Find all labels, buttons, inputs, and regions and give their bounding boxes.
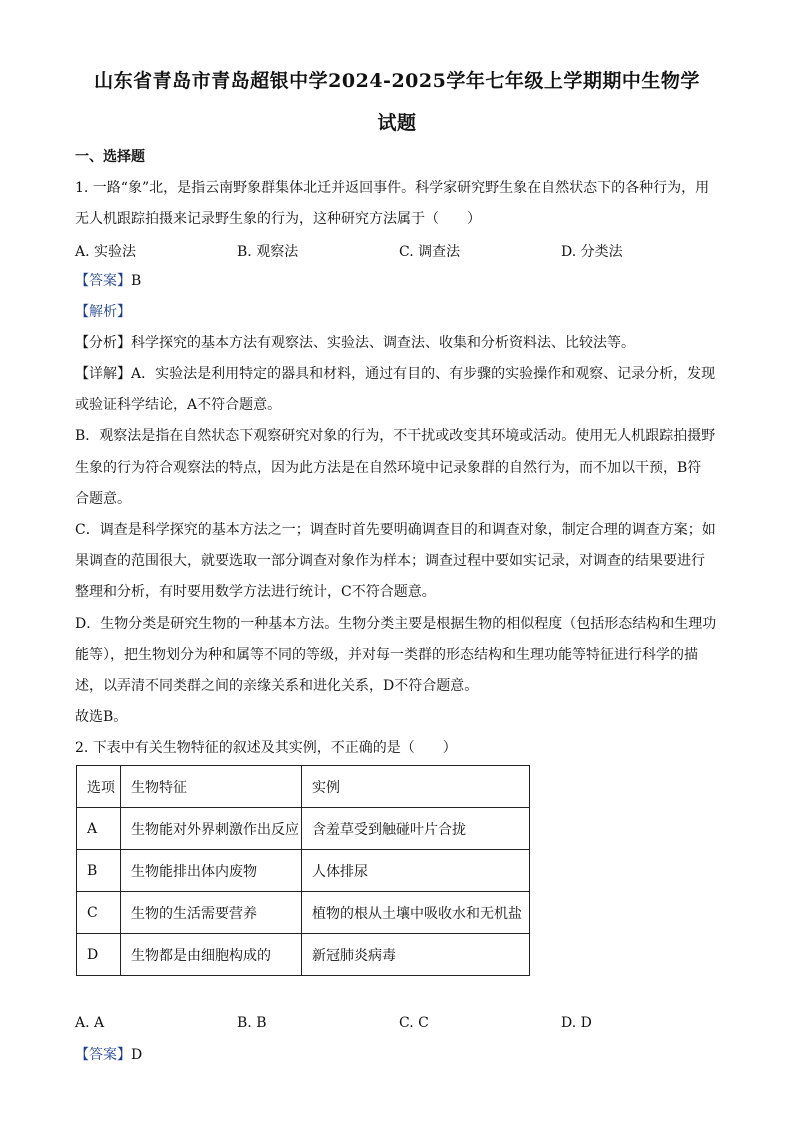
table-cell: C (77, 892, 121, 934)
q1-stem-line-1: 1. 一路“象”北，是指云南野象群集体北迁并返回事件。科学家研究野生象在自然状态下的各种行为，用 (75, 180, 710, 196)
q1-stem-line-2: 无人机跟踪拍摄来记录野生象的行为，这种研究方法属于（ ） (75, 211, 481, 227)
q1-option-c: C. 调查法 (399, 244, 461, 260)
q2-option-d: D. D (561, 1015, 592, 1031)
q2-option-c: C. C (399, 1015, 429, 1031)
detail-text: A．实验法是利用特定的器具和材料，通过有目的、有步骤的实验操作和观察、记录分析，发现 (131, 366, 716, 382)
table-header: 选项 (77, 766, 121, 808)
q1-detail-line-11: 述，以弄清不同类群之间的亲缘关系和进化关系，D不符合题意。 (75, 678, 479, 694)
table-row (77, 850, 530, 892)
table-row (77, 892, 530, 934)
q1-option-d: D. 分类法 (561, 244, 623, 260)
table-cell: 生物能排出体内废物 (121, 850, 302, 892)
q1-detail-line-9: D．生物分类是研究生物的一种基本方法。生物分类主要是根据生物的相似程度（包括形态结构和生理功 (75, 616, 717, 632)
q1-analysis-tag: 【解析】 (75, 304, 131, 320)
table-header-row (77, 766, 530, 808)
fenxi-text: 科学探究的基本方法有观察法、实验法、调查法、收集和分析资料法、比较法等。 (131, 335, 635, 351)
q1-detail-line-8: 整理和分析，有时要用数学方法进行统计，C不符合题意。 (75, 584, 436, 600)
q1-detail-line-2: 或验证科学结论，A不符合题意。 (75, 397, 282, 413)
q2-answer (75, 1046, 725, 1064)
table-cell: 含羞草受到触碰叶片合拢 (302, 808, 530, 850)
q2-table (76, 765, 530, 976)
table-cell: 生物都是由细胞构成的 (121, 934, 302, 976)
table-header: 生物特征 (121, 766, 302, 808)
fenxi-tag: 【分析】 (75, 335, 131, 351)
q2-option-b: B. B (237, 1015, 267, 1031)
document-title: 山东省青岛市青岛超银中学2024-2025学年七年级上学期期中生物学 (94, 70, 700, 92)
table-row (77, 808, 530, 850)
table-header: 实例 (302, 766, 530, 808)
answer-tag: 【答案】 (75, 273, 131, 289)
answer-tag: 【答案】 (75, 1047, 131, 1063)
q1-detail-line-4: 生象的行为符合观察法的特点，因为此方法是在自然环境中记录象群的自然行为，而不加以干预，B符 (75, 460, 702, 476)
q2-options (75, 1015, 725, 1033)
table-cell: 生物的生活需要营养 (121, 892, 302, 934)
table-cell: B (77, 850, 121, 892)
q1-option-b: B. 观察法 (237, 244, 299, 260)
q1-detail-line-10: 能等），把生物划分为种和属等不同的等级，并对每一类群的形态结构和生理功能等特征进行科学的描 (75, 647, 698, 663)
q1-detail-line-6: C．调查是科学探究的基本方法之一；调查时首先要明确调查目的和调查对象，制定合理的调查方案；如 (75, 522, 716, 538)
xiangjie-tag: 【详解】 (75, 366, 131, 382)
table-row (77, 934, 530, 976)
q1-detail-line-7: 果调查的范围很大，就要选取一部分调查对象作为样本；调查过程中要如实记录，对调查的结果要进行 (75, 553, 705, 569)
q1-answer-value: B (131, 273, 142, 289)
q1-conclusion: 故选B。 (75, 709, 128, 725)
table-cell: 生物能对外界刺激作出反应 (121, 808, 302, 850)
table-cell: 新冠肺炎病毒 (302, 934, 530, 976)
q1-answer (75, 272, 725, 290)
q2-stem: 2. 下表中有关生物特征的叙述及其实例，不正确的是（ ） (75, 740, 457, 756)
q1-detail-line-3: B．观察法是指在自然状态下观察研究对象的行为，不干扰或改变其环境或活动。使用无人机跟踪拍摄野 (75, 428, 716, 444)
q2-option-a: A. A (75, 1015, 105, 1031)
q2-answer-value: D (131, 1047, 143, 1063)
table-cell: A (77, 808, 121, 850)
section-heading: 一、选择题 (75, 149, 145, 165)
q1-option-a: A. 实验法 (75, 244, 137, 260)
table-cell: 人体排尿 (302, 850, 530, 892)
document-title-continued: 试题 (377, 112, 417, 134)
table-cell: 植物的根从土壤中吸收水和无机盐 (302, 892, 530, 934)
q1-options (75, 241, 725, 259)
table-cell: D (77, 934, 121, 976)
q1-analysis-summary (75, 334, 725, 352)
q1-detail-line-5: 合题意。 (75, 491, 131, 507)
q1-detail-line-1 (75, 365, 725, 383)
